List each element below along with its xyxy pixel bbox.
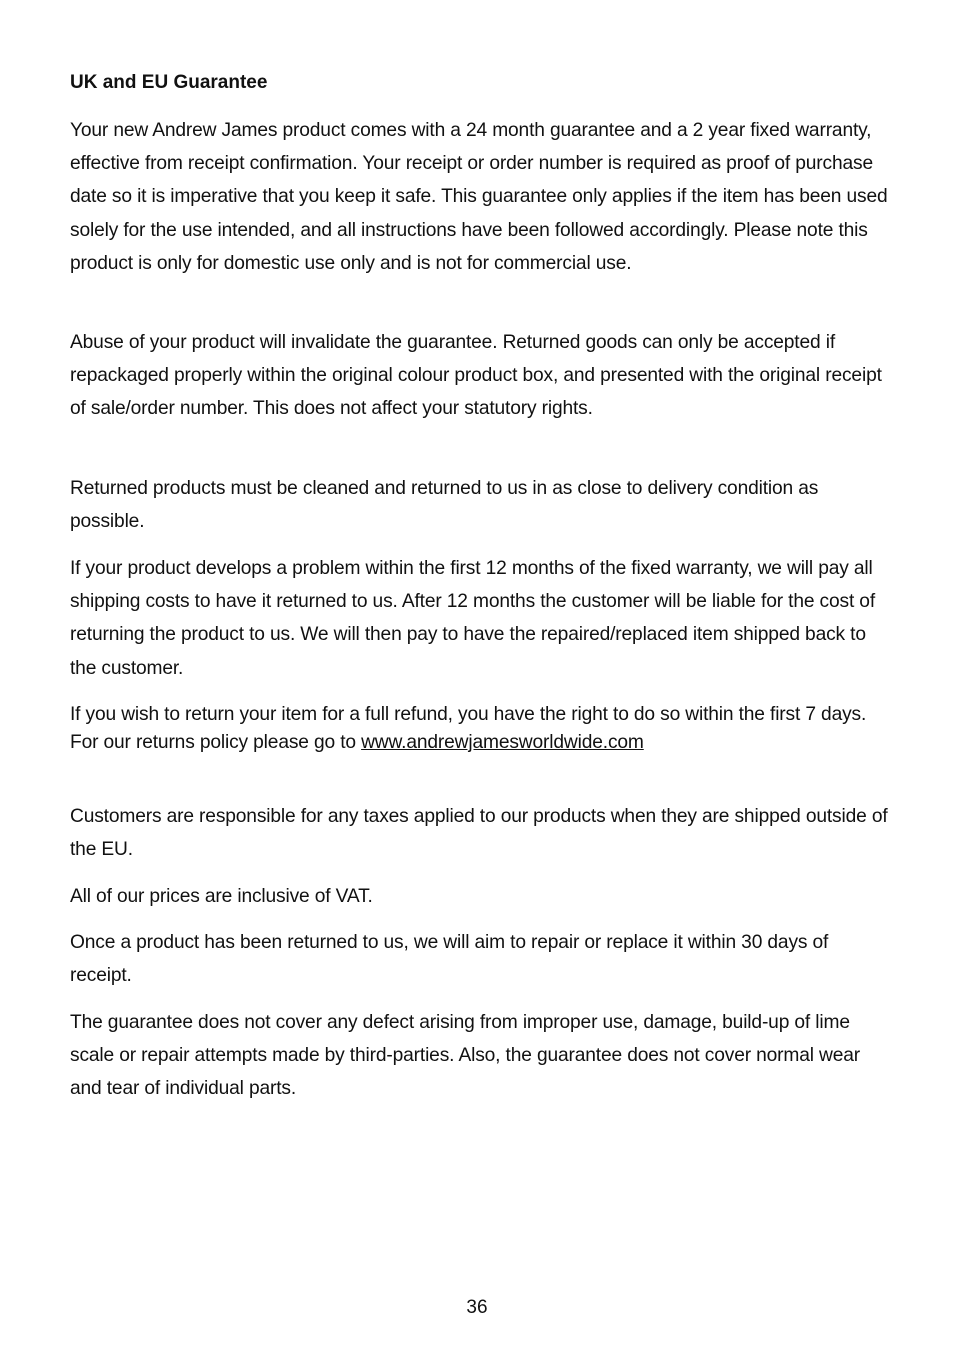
abuse-paragraph: Abuse of your product will invalidate the guarantee. Returned goods can only be accepted if repackaged properly within the original colour product box, and presented with the original receipt of sale/order number. This does not affect your statutory rights.	[70, 332, 882, 420]
exclusions-paragraph: The guarantee does not cover any defect arising from improper use, damage, build-up of lime scale or repair attempts made by third-parties. Also, the guarantee does not cover normal wear and tear of individual parts.	[70, 1012, 861, 1100]
vat-paragraph: All of our prices are inclusive of VAT.	[70, 886, 373, 907]
section-heading: UK and EU Guarantee	[70, 72, 268, 93]
taxes-paragraph: Customers are responsible for any taxes applied to our products when they are shipped outside of the EU.	[70, 806, 888, 861]
refund-paragraph	[70, 701, 890, 757]
shipping-costs-paragraph: If your product develops a problem within the first 12 months of the fixed warranty, we will pay all shipping costs to have it returned to us. After 12 months the customer will be liable for the cost of returning the product to us. We will then pay to have the repaired/replaced item shipped back to the customer.	[70, 558, 876, 679]
refund-text: If you wish to return your item for a full refund, you have the right to do so within the first 7 days. For our returns policy please go to	[70, 704, 867, 753]
page-number: 36	[466, 1297, 488, 1318]
returns-policy-link[interactable]: www.andrewjamesworldwide.com	[361, 732, 644, 753]
guarantee-paragraph: Your new Andrew James product comes with a 24 month guarantee and a 2 year fixed warranty, effective from receipt confirmation. Your receipt or order number is required as proof of purchase date so it is imperative that you keep it safe. This guarantee only applies if the item has been used solely for the use intended, and all instructions have been followed accordingly. Please note this product is only for domestic use only and is not for commercial use.	[70, 120, 888, 274]
returned-products-paragraph: Returned products must be cleaned and returned to us in as close to delivery condition as possible.	[70, 478, 819, 533]
repair-time-paragraph: Once a product has been returned to us, we will aim to repair or replace it within 30 days of receipt.	[70, 932, 829, 987]
